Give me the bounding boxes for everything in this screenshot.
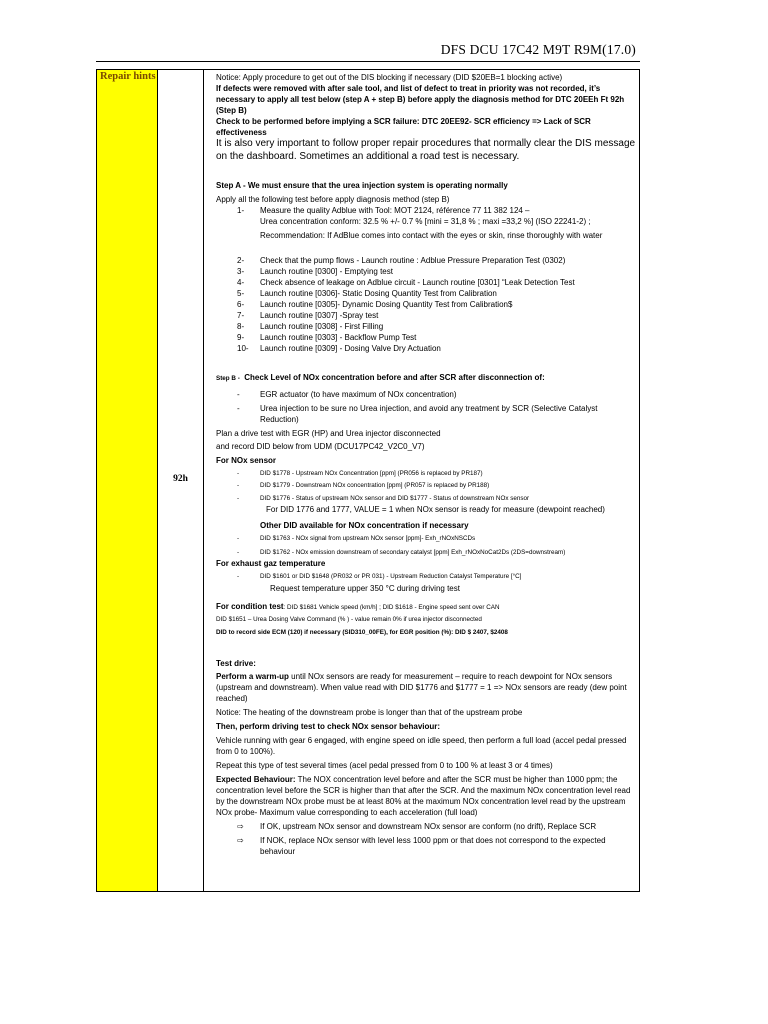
- vehicle-running-paragraph: Vehicle running with gear 6 engaged, with engine speed on idle speed, then perform a full load (accel pedal pressed from 0 to 100%).: [216, 736, 627, 756]
- arrow-right-icon: ⇨: [237, 836, 244, 845]
- scr-check-paragraph: Check to be performed before implying a SCR failure: DTC 20EE92- SCR efficiency => Lack of SCR effectiveness: [216, 117, 591, 137]
- heating-notice: Notice: The heating of the downstream probe is longer than that of the upstream probe: [216, 708, 523, 717]
- list-item-text: Launch routine [0303] - Backflow Pump Test: [260, 333, 417, 342]
- list-item: [216, 266, 636, 277]
- list-item: [216, 835, 636, 857]
- list-item-text: Urea concentration conform: 32.5 % +/- 0.7 % [mini = 31,8 % ; maxi =33,2 %] (ISO 22241-2) ;: [260, 217, 591, 226]
- list-item-text: Urea injection to be sure no Urea injection, and avoid any treatment by SCR (Selective Catalyst Reduction): [260, 403, 598, 424]
- repair-hints-table: [96, 69, 640, 892]
- fault-code-column: [158, 70, 204, 891]
- list-item: [216, 572, 636, 583]
- plan-record-did: and record DID below from UDM (DCU17PC42_V2C0_V7): [216, 441, 425, 451]
- bullet-dash: -: [237, 389, 240, 399]
- warmup-text: until NOx sensors are ready for measurement – require to reach dewpoint for NOx sensors (upstream and downstream). When value read with DID $1776 and $1777 = 1 => NOx sensors are ready (dew point reached): [216, 672, 627, 703]
- list-item: [216, 255, 636, 266]
- list-item-text: EGR actuator (to have maximum of NOx concentration): [260, 389, 457, 399]
- list-item-text: If NOK, replace NOx sensor with level less 1000 ppm or that does not correspond to the expected behaviour: [260, 836, 606, 856]
- driving-test-heading: Then, perform driving test to check NOx sensor behaviour:: [216, 722, 441, 731]
- condition-test-line: [216, 602, 636, 614]
- repair-hints-column: [97, 70, 158, 891]
- condition-test-text: : DID $1681 Vehicle speed (km/h] ; DID $1618 - Engine speed sent over CAN: [283, 603, 500, 611]
- list-item-text: DID $1601 or DID $1648 (PR032 or PR 031) - Upstream Reduction Catalyst Temperature [°C]: [260, 573, 522, 580]
- nox-ready-note: For DID 1776 and 1777, VALUE = 1 when NOx sensor is ready for measure (dewpoint reached): [266, 505, 605, 514]
- test-drive-title: Test drive:: [216, 659, 256, 668]
- list-item: [216, 343, 636, 354]
- list-item-text: Check absence of leakage on Adblue circuit - Launch routine [0301] “Leak Detection Test: [260, 278, 575, 287]
- list-item-number: 4-: [237, 278, 245, 287]
- bullet-dash: -: [237, 573, 240, 580]
- repair-hints-label: Repair hints: [100, 71, 156, 82]
- list-item-number: 2-: [237, 256, 245, 265]
- expected-behaviour-paragraph: [216, 774, 636, 818]
- list-item: [216, 288, 636, 299]
- step-b-heading: Check Level of NOx concentration before and after SCR after disconnection of:: [244, 373, 545, 382]
- list-item: [216, 534, 636, 545]
- notice-dis-blocking: Notice: Apply procedure to get out of the DIS blocking if necessary (DID $20EB=1 blocking active): [216, 73, 563, 82]
- list-item-number: 9-: [237, 333, 245, 342]
- condition-test-line-3: DID to record side ECM (120) if necessary (SID310_00FE), for EGR position (%): DID $ 2407, $2408: [216, 628, 508, 636]
- exhaust-temp-title: For exhaust gaz temperature: [216, 559, 326, 568]
- bullet-dash: -: [237, 535, 240, 542]
- list-item-number: 3-: [237, 267, 245, 276]
- list-item-text: DID $1762 - NOx emission downstream of secondary catalyst [ppm] Exh_rNOxNoCat2Ds (2DS=downstream): [260, 548, 566, 556]
- repair-procedure-note: It is also very important to follow proper repair procedures that normally clear the DIS message on the dashboard. Sometimes an additional a road test is necessary.: [216, 138, 636, 162]
- list-item: [216, 469, 636, 480]
- plan-drive-test: Plan a drive test with EGR (HP) and Urea injector disconnected: [216, 428, 441, 438]
- list-item: [216, 403, 636, 425]
- list-item-text: Launch routine [0309] - Dosing Valve Dry Actuation: [260, 344, 441, 353]
- step-b-prefix: Step B -: [216, 375, 240, 382]
- document-header-title: DFS DCU 17C42 M9T R9M(17.0): [440, 42, 636, 57]
- list-item: [216, 205, 636, 241]
- step-a-intro: Apply all the following test before apply diagnosis method (step B): [216, 195, 450, 204]
- condition-test-label: For condition test: [216, 601, 284, 611]
- arrow-right-icon: ⇨: [237, 822, 244, 831]
- nox-sensor-title: For NOx sensor: [216, 455, 277, 465]
- condition-test-line-2: DID $1651 – Urea Dosing Valve Command (% ) - value remain 0% if urea injector disconnected: [216, 616, 482, 623]
- bullet-dash: -: [237, 548, 240, 556]
- list-item: [216, 494, 636, 505]
- list-item-text: If OK, upstream NOx sensor and downstream NOx sensor are conform (no drift), Replace SCR: [260, 822, 597, 831]
- repeat-test-paragraph: Repeat this type of test several times (acel pedal pressed from 0 to 100 % at least 3 or 4 times): [216, 761, 553, 770]
- procedure-content: [204, 70, 639, 891]
- list-item: [216, 321, 636, 332]
- list-item-number: 7-: [237, 311, 245, 320]
- list-item-text: Launch routine [0308] - First Filling: [260, 322, 384, 331]
- list-item: [216, 481, 636, 492]
- step-a-title: Step A - We must ensure that the urea injection system is operating normally: [216, 181, 508, 190]
- bullet-dash: -: [237, 469, 240, 477]
- list-item: [216, 277, 636, 288]
- list-item: [216, 299, 636, 310]
- list-item-text: Launch routine [0300] - Emptying test: [260, 267, 393, 276]
- other-did-title: Other DID available for NOx concentration if necessary: [260, 521, 469, 530]
- warmup-paragraph: [216, 671, 636, 704]
- list-item: [216, 548, 636, 559]
- expected-behaviour-label: Expected Behaviour:: [216, 775, 296, 784]
- header-rule: [96, 61, 640, 62]
- list-item-text: Check that the pump flows - Launch routine : Adblue Pressure Preparation Test (0302): [260, 256, 566, 265]
- list-item-text: DID $1778 - Upstream NOx Concentration [ppm] (PR056 is replaced by PR187): [260, 469, 483, 477]
- list-item-number: 8-: [237, 322, 245, 331]
- list-item-text: DID $1779 - Downstream NOx concentration [ppm] (PR057 is replaced by PR188): [260, 482, 490, 489]
- warmup-label: Perform a warm-up: [216, 672, 289, 681]
- list-item-number: 5-: [237, 289, 245, 298]
- list-item-text: DID $1763 - NOx signal from upstream NOx sensor [ppm]- Exh_rNOxNSCDs: [260, 535, 476, 542]
- step-b-title: [216, 372, 636, 385]
- list-item-number: 10-: [237, 344, 249, 353]
- list-item: [216, 821, 636, 832]
- list-item: [216, 389, 636, 400]
- list-item-text: DID $1776 - Status of upstream NOx sensor and DID $1777 - Status of downstream NOx sensor: [260, 494, 530, 502]
- bullet-dash: -: [237, 403, 240, 413]
- list-item-number: 6-: [237, 300, 245, 309]
- list-item-text: Measure the quality Adblue with Tool: MOT 2124, référence 77 11 382 124 –: [260, 206, 530, 215]
- list-item: [216, 310, 636, 321]
- expected-behaviour-text: The NOX concentration level before and after the SCR must be higher than 1000 ppm; the concentration level before the SCR is higher than that after the SCR. And the maximum NOx concentration level read by the downstream NOx probe must be at least 80% at the maximum NOx concentration level read by the upstream NOx probe- Maximum value corresponding to each acceleration (full load): [216, 775, 631, 817]
- bullet-dash: -: [237, 494, 240, 502]
- list-item-text: Launch routine [0306]- Static Dosing Quantity Test from Calibration: [260, 289, 497, 298]
- fault-code-label: 92h: [173, 474, 188, 484]
- list-item: [216, 332, 636, 343]
- list-item-text: Recommendation: If AdBlue comes into contact with the eyes or skin, rinse thoroughly with water: [260, 231, 603, 240]
- exhaust-temp-note: Request temperature upper 350 °C during driving test: [270, 583, 460, 593]
- defects-removed-paragraph: If defects were removed with after sale tool, and list of defect to treat in priority was not recorded, it’s necessary to apply all test below (step A + step B) before apply the diagnosis method for DTC 20EEh Ft 92h (Step B): [216, 84, 625, 115]
- list-item-text: Launch routine [0307] -Spray test: [260, 311, 379, 320]
- bullet-dash: -: [237, 482, 240, 489]
- list-item-text: Launch routine [0305]- Dynamic Dosing Quantity Test from Calibration$: [260, 300, 513, 309]
- list-item-number: 1-: [237, 206, 245, 215]
